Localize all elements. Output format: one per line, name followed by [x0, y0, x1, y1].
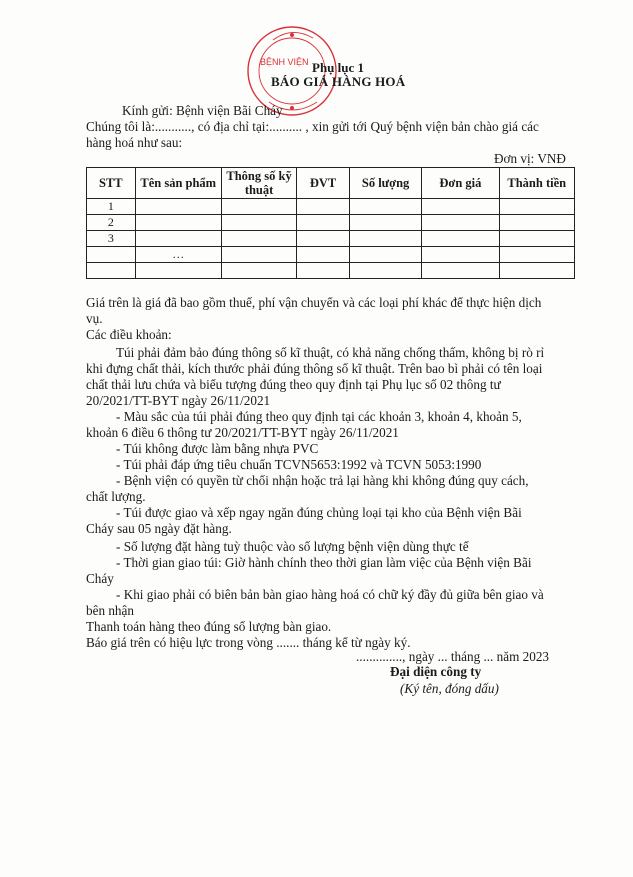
col-header-unit: ĐVT	[297, 168, 350, 199]
table-header-row	[87, 168, 575, 199]
col-header-unit-price: Đơn giá	[422, 168, 499, 199]
stamp-text: BỆNH VIỆN	[260, 57, 309, 67]
col-header-product: Tên sản phẩm	[135, 168, 221, 199]
term-7: - Số lượng đặt hàng tuỳ thuộc vào số lượng bệnh viện dùng thực tế	[116, 539, 469, 554]
table-cell	[499, 263, 574, 279]
term-6-line-1: - Túi được giao và xếp ngay ngăn đúng chủng loại tại kho của Bệnh viện Bãi	[116, 505, 522, 520]
table-cell: …	[135, 247, 221, 263]
term-1-line-4: 20/2021/TT-BYT ngày 26/11/2021	[86, 393, 271, 408]
table-cell	[349, 231, 421, 247]
table-cell	[221, 231, 296, 247]
table-row	[87, 247, 575, 263]
price-note-line-2: vụ.	[86, 311, 103, 326]
price-note-line-1: Giá trên là giá đã bao gồm thuế, phí vận chuyển và các loại phí khác để thực hiện dịch	[86, 295, 542, 310]
company-representative: Đại diện công ty	[390, 664, 482, 679]
table-row	[87, 263, 575, 279]
table-cell: 3	[87, 231, 136, 247]
term-4: - Túi phải đáp ứng tiêu chuẩn TCVN5653:1992 và TCVN 5053:1990	[116, 457, 482, 472]
col-header-quantity: Số lượng	[349, 168, 421, 199]
table-cell	[135, 199, 221, 215]
table-cell	[135, 231, 221, 247]
table-cell	[349, 215, 421, 231]
intro-line-2: hàng hoá như sau:	[86, 135, 183, 150]
term-1-line-3: chất thải lưu chứa và biểu tượng đúng theo quy định tại Phụ lục số 02 thông tư	[86, 377, 501, 392]
table-cell	[422, 199, 499, 215]
quote-table	[86, 167, 575, 279]
table-cell	[349, 263, 421, 279]
table-cell	[221, 199, 296, 215]
validity-line: Báo giá trên có hiệu lực trong vòng ....... tháng kể từ ngày ký.	[86, 635, 411, 650]
col-header-spec: Thông số kỹ thuật	[221, 168, 296, 199]
table-cell: 1	[87, 199, 136, 215]
document-title: BÁO GIÁ HÀNG HOÁ	[271, 74, 406, 89]
table-cell	[499, 215, 574, 231]
table-cell	[499, 231, 574, 247]
table-cell	[297, 199, 350, 215]
currency-unit: Đơn vị: VNĐ	[494, 151, 566, 166]
terms-heading: Các điều khoản:	[86, 327, 172, 342]
table-cell	[349, 199, 421, 215]
col-header-stt: STT	[87, 168, 136, 199]
table-cell	[297, 215, 350, 231]
table-cell	[297, 263, 350, 279]
table-cell	[135, 263, 221, 279]
table-cell	[422, 215, 499, 231]
table-row	[87, 215, 575, 231]
term-8-line-2: Cháy	[86, 571, 114, 586]
table-cell	[221, 247, 296, 263]
table-cell	[221, 215, 296, 231]
date-line: .............., ngày ... tháng ... năm 2023	[356, 649, 550, 664]
table-cell	[135, 215, 221, 231]
term-9-line-1: - Khi giao phải có biên bản bàn giao hàng hoá có chữ ký đầy đủ giữa bên giao và	[116, 587, 544, 602]
col-header-total: Thành tiền	[499, 168, 574, 199]
intro-line-1: Chúng tôi là:..........., có địa chỉ tại:.......... , xin gửi tới Quý bệnh viện bản chào giá các	[86, 119, 539, 134]
term-1-line-1: Túi phải đảm bảo đúng thông số kĩ thuật, có khả năng chống thấm, không bị rò rỉ	[116, 345, 545, 360]
table-cell	[87, 263, 136, 279]
term-6-line-2: Cháy sau 05 ngày đặt hàng.	[86, 521, 232, 536]
appendix-label: Phụ lục 1	[312, 60, 365, 75]
payment-line: Thanh toán hàng theo đúng số lượng bàn giao.	[86, 619, 332, 634]
table-cell	[499, 247, 574, 263]
recipient-line: Kính gửi: Bệnh viện Bãi Cháy	[122, 103, 283, 118]
table-cell: 2	[87, 215, 136, 231]
signature-note: (Ký tên, đóng dấu)	[400, 681, 499, 696]
table-cell	[87, 247, 136, 263]
table-cell	[221, 263, 296, 279]
table-row	[87, 199, 575, 215]
term-3: - Túi không được làm bằng nhựa PVC	[116, 441, 319, 456]
term-2-line-1: - Màu sắc của túi phải đúng theo quy định tại các khoản 3, khoản 4, khoản 5,	[116, 409, 522, 424]
table-row	[87, 231, 575, 247]
table-cell	[349, 247, 421, 263]
term-8-line-1: - Thời gian giao túi: Giờ hành chính theo thời gian làm việc của Bệnh viện Bãi	[116, 555, 532, 570]
table-cell	[297, 231, 350, 247]
table-cell	[422, 263, 499, 279]
term-5-line-1: - Bệnh viện có quyền từ chối nhận hoặc trả lại hàng khi không đúng quy cách,	[116, 473, 529, 488]
term-2-line-2: khoản 6 điều 6 thông tư 20/2021/TT-BYT ngày 26/11/2021	[86, 425, 399, 440]
term-1-line-2: khi đựng chất thải, kích thước phải đúng thông số kĩ thuật. Trên bao bì phải có tên loại	[86, 361, 543, 376]
table-cell	[297, 247, 350, 263]
term-9-line-2: bên nhận	[86, 603, 134, 618]
table-cell	[422, 231, 499, 247]
table-cell	[422, 247, 499, 263]
term-5-line-2: chất lượng.	[86, 489, 146, 504]
table-cell	[499, 199, 574, 215]
